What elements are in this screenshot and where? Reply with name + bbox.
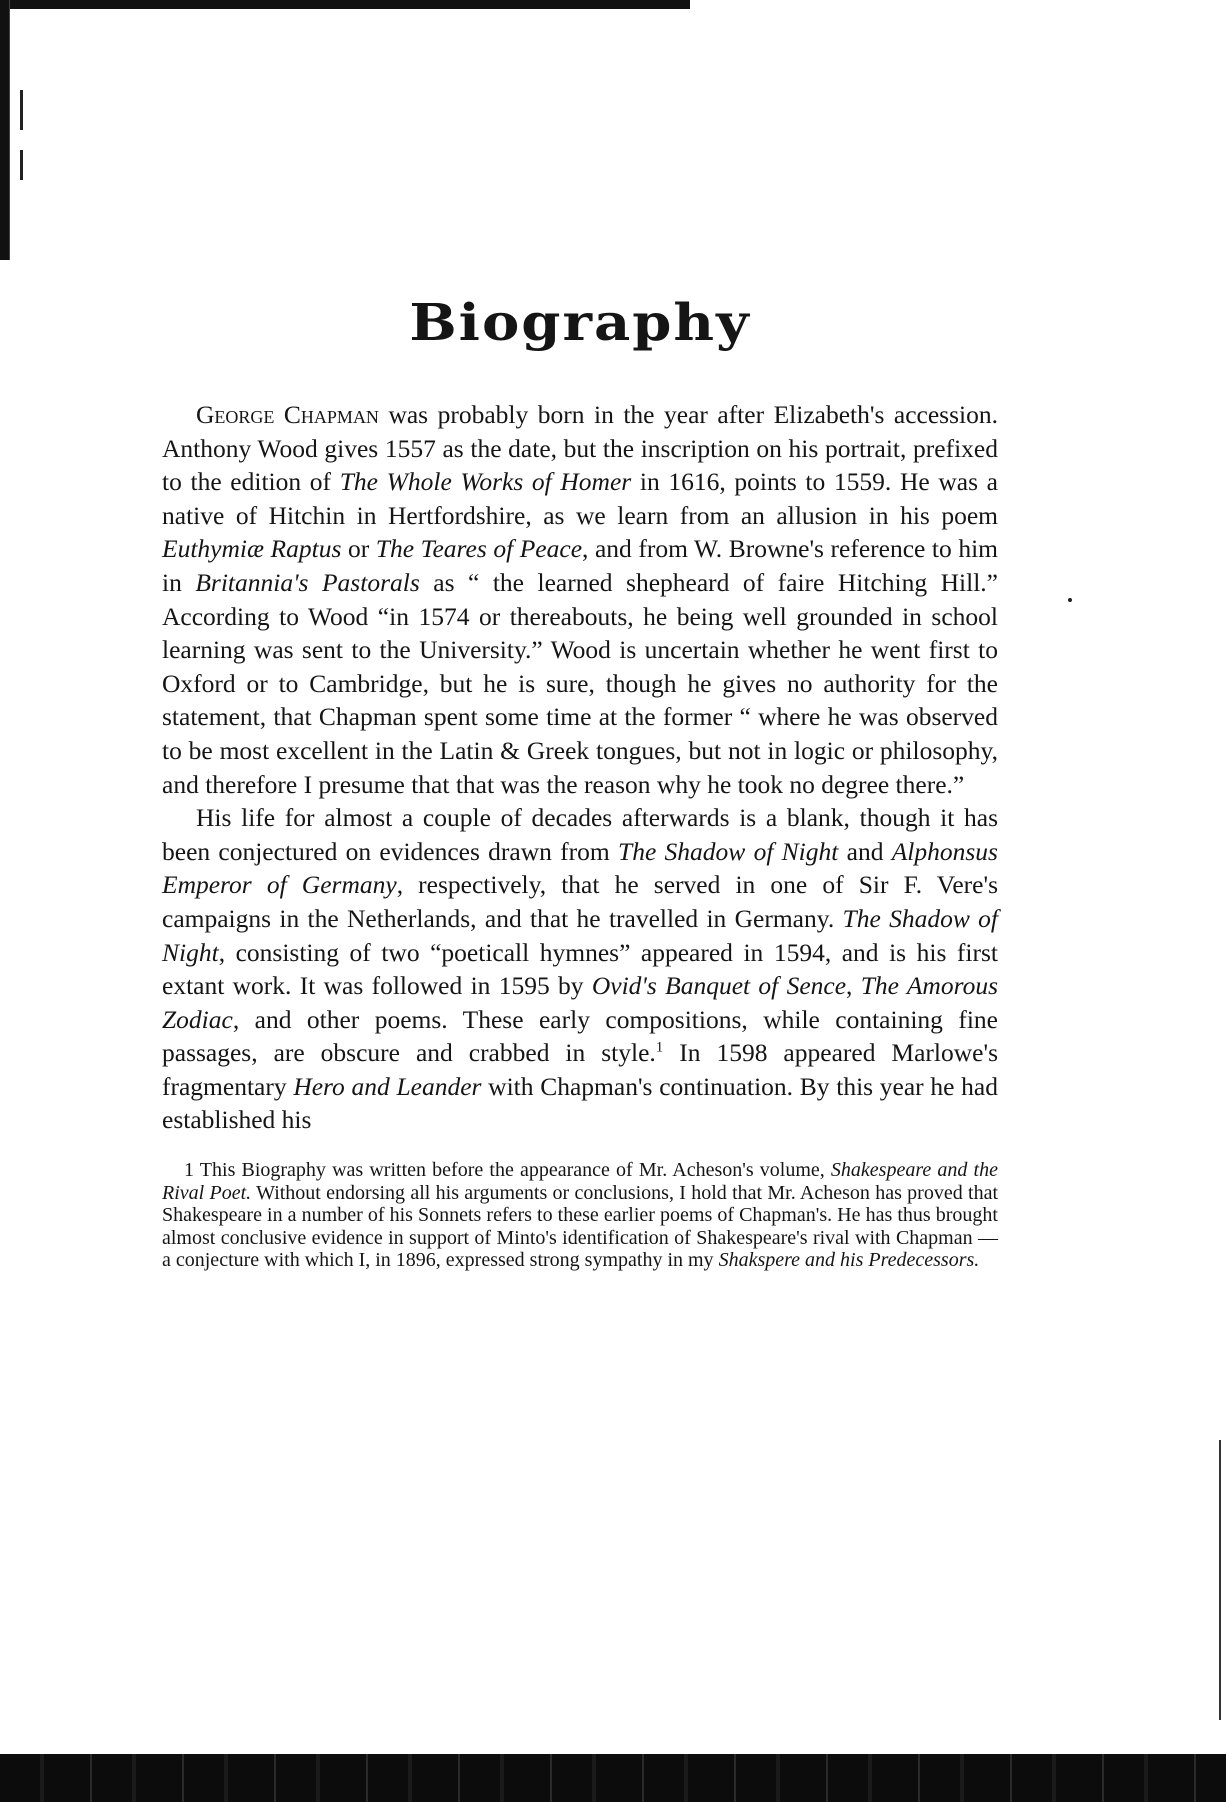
scan-speck bbox=[20, 150, 23, 180]
body-text bbox=[162, 398, 998, 1137]
text-run: with Chapman's continuation. By this year he had established his bbox=[162, 1071, 998, 1135]
title-italic: The Whole Works of Homer bbox=[339, 467, 632, 497]
title-italic: The Teares of Peace bbox=[375, 534, 583, 564]
page bbox=[162, 290, 998, 1272]
title-italic: The Shadow of Night bbox=[618, 836, 839, 866]
footnote-number: 1 bbox=[184, 1159, 194, 1182]
scan-edge-right bbox=[1219, 1440, 1221, 1720]
title-italic: Britannia's Pastorals bbox=[195, 567, 420, 597]
paragraph-2 bbox=[162, 801, 998, 1137]
scan-edge-bottom bbox=[0, 1754, 1226, 1802]
title-italic: Alphonsus Emperor of Germany bbox=[162, 836, 998, 900]
text-run: or bbox=[341, 534, 376, 564]
scan-edge-left bbox=[0, 0, 14, 260]
text-run: , and from W. Browne's reference to him in bbox=[162, 534, 998, 597]
text-run: His life for almost a couple of decades afterwards is a blank, though it has been conjectured on evidences drawn from bbox=[162, 803, 998, 866]
scan-speck bbox=[20, 90, 23, 130]
text-run: was probably born in the year after Elizabeth's accession. Anthony Wood gives 1557 as the date, but the inscription on his portrait, prefixed to the edition of bbox=[162, 400, 998, 497]
text-run: , respectively, that he served in one of Sir F. Vere's campaigns in the Netherlands, and that he travelled in Germany. bbox=[162, 870, 998, 933]
scan-edge-top bbox=[0, 0, 690, 9]
title-italic: Shakspere and his Predecessors. bbox=[718, 1249, 980, 1272]
text-run: , bbox=[846, 971, 861, 1001]
title-italic: Hero and Leander bbox=[293, 1071, 482, 1101]
title-italic: Shakespeare and the Rival Poet. bbox=[162, 1159, 998, 1204]
scan-speck bbox=[1068, 598, 1072, 602]
text-run: and bbox=[838, 836, 892, 866]
page-title: Biography bbox=[409, 293, 751, 353]
text-run: This Biography was written before the appearance of Mr. Acheson's volume, bbox=[194, 1159, 831, 1182]
footnote bbox=[162, 1159, 998, 1272]
text-run: In 1598 appeared Marlowe's fragmentary bbox=[162, 1038, 998, 1101]
author-name: George Chapman bbox=[196, 400, 379, 429]
text-run: , consisting of two “poeticall hymnes” appeared in 1594, and is his first extant work. It was followed in 1595 by bbox=[162, 937, 998, 1001]
title-italic: The Amorous Zodiac bbox=[162, 971, 999, 1034]
title-italic: Ovid's Banquet of Sence bbox=[591, 971, 847, 1001]
title-italic: The Shadow of Night bbox=[162, 903, 999, 967]
text-run: Without endorsing all his arguments or conclusions, I hold that Mr. Acheson has proved that Shakespeare in a number of his Sonnets refers to these earlier poems of Chapman's. He has thus brought almost conclusive evidence in support of Minto's identification of Shakespeare's rival with Chapman — a conjecture with which I, in 1896, expressed strong sympathy in my bbox=[162, 1181, 999, 1272]
paragraph-1 bbox=[162, 398, 998, 801]
text-run: in 1616, points to 1559. He was a native of Hitchin in Hertfordshire, as we learn from an allusion in his poem bbox=[162, 467, 998, 530]
footnote-marker: 1 bbox=[655, 1039, 664, 1056]
text-run: as “ the learned shepheard of faire Hitching Hill.” According to Wood “in 1574 or thereabouts, he being well grounded in school learning was sent to the University.” Wood is uncertain whether he went first to Oxford or to Cambridge, but he is sure, though he gives no authority for the statement, that Chapman spent some time at the former “ where he was observed to be most excellent in the Latin & Greek tongues, but not in logic or philosophy, and therefore I presume that that was the reason why he took no degree there.” bbox=[162, 567, 998, 799]
text-run: , and other poems. These early compositions, while containing fine passages, are obscure and crabbed in style. bbox=[162, 1004, 998, 1068]
title-italic: Euthymiæ Raptus bbox=[162, 534, 342, 564]
